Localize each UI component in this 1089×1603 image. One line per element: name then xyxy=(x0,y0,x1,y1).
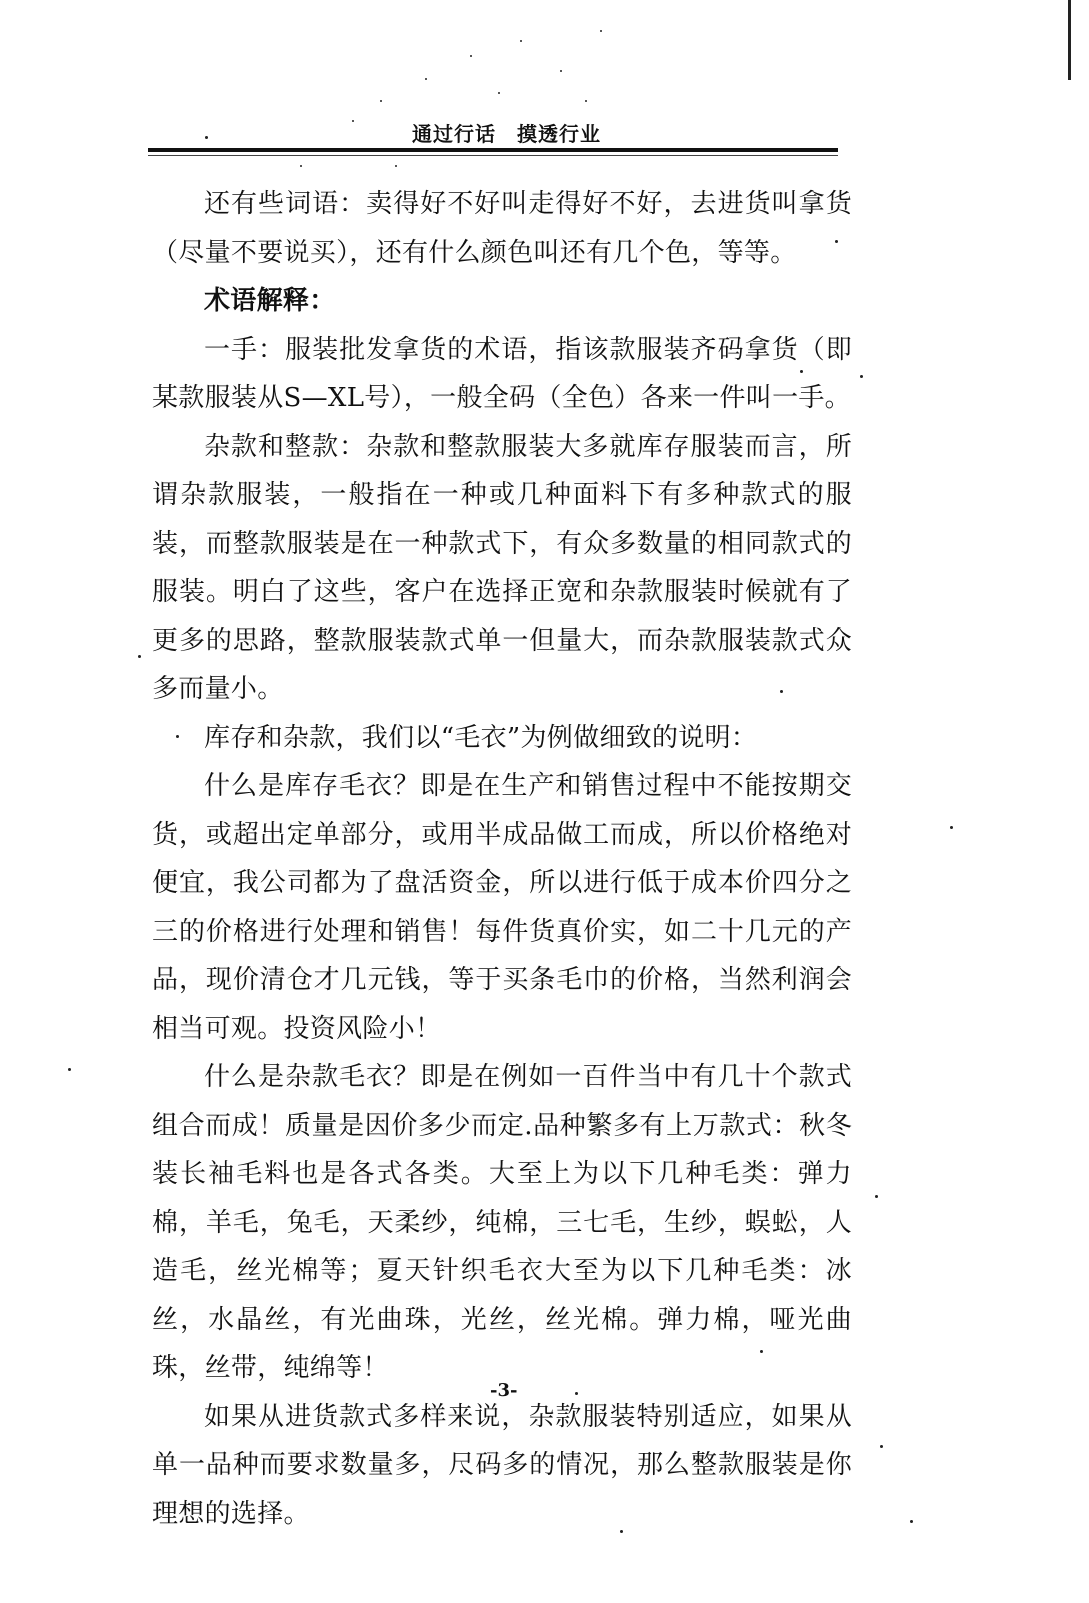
paragraph: 杂款和整款：杂款和整款服装大多就库存服装而言，所谓杂款服装，一般指在一种或几种面料下有多种款式的服装，而整款服装是在一种款式下，有众多数量的相同款式的服装。明白了这些，客户在选择正宽和杂款服装时候就有了更多的思路，整款服装款式单一但量大，而杂款服装款式众多而量小。 xyxy=(152,431,852,704)
paragraph: 一手：服装批发拿货的术语，指该款服装齐码拿货（即某款服装从S—XL号），一般全码（全色）各来一件叫一手。 xyxy=(152,334,852,413)
paragraph: 什么是库存毛衣？即是在生产和销售过程中不能按期交货，或超出定单部分，或用半成品做工而成，所以价格绝对便宜，我公司都为了盘活资金，所以进行低于成本价四分之三的价格进行处理和销售！每件货真价实，如二十几元的产品，现价清仓才几元钱，等于买条毛巾的价格，当然利润会相当可观。投资风险小！ xyxy=(152,771,852,1044)
section-heading: 术语解释： xyxy=(204,286,336,316)
paragraph: 如果从进货款式多样来说，杂款服装特别适应，如果从单一品种而要求数量多，尺码多的情况，那么整款服装是你理想的选择。 xyxy=(152,1401,852,1529)
paragraph: 还有些词语：卖得好不好叫走得好不好，去进货叫拿货（尽量不要说买），还有什么颜色叫还有几个色，等等。 xyxy=(152,189,852,268)
header-rule xyxy=(148,148,838,152)
header-rule-thin xyxy=(148,155,838,156)
running-header-title: 通过行话 摸透行业 xyxy=(412,122,601,146)
paragraph: 什么是杂款毛衣？即是在例如一百件当中有几十个款式组合而成！质量是因价多少而定.品种繁多有上万款式：秋冬装长袖毛料也是各式各类。大至上为以下几种毛类：弹力棉，羊毛，兔毛，天柔纱，纯棉，三七毛，生纱，蜈蚣，人造毛，丝光棉等；夏天针织毛衣大至为以下几种毛类：冰丝，水晶丝，有光曲珠，光丝，丝光棉。弹力棉，哑光曲珠，丝带，纯绵等！ xyxy=(152,1062,852,1383)
page-number: -3- xyxy=(490,1380,518,1401)
scan-edge-mark xyxy=(1068,0,1071,80)
body-text xyxy=(152,180,852,1538)
paragraph: 库存和杂款，我们以“毛衣”为例做细致的说明： xyxy=(204,722,758,753)
